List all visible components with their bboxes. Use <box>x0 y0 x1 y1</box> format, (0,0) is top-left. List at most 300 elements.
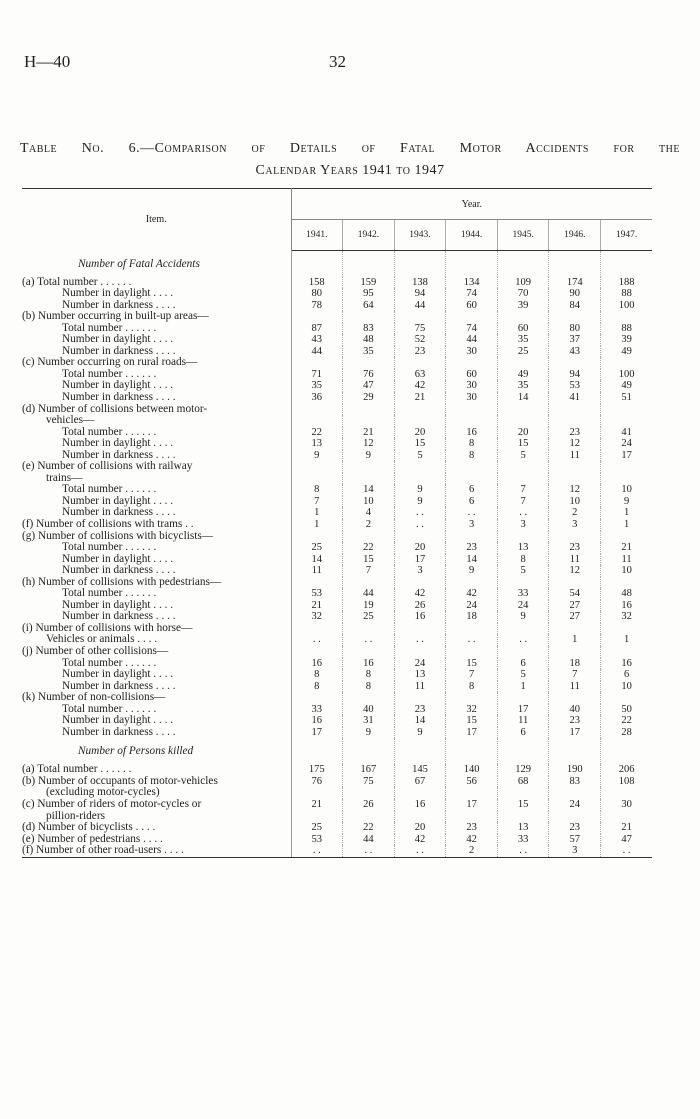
row-label: Number in daylight . . . . <box>22 715 291 727</box>
value-cell: . . <box>497 507 549 519</box>
row-label: Number in darkness . . . . <box>22 611 291 623</box>
value-cell: 24 <box>446 600 498 612</box>
table-row <box>22 623 652 635</box>
row-label: Total number . . . . . . <box>22 369 291 381</box>
value-cell: 11 <box>291 565 343 577</box>
value-cell <box>497 461 549 473</box>
table-row <box>22 438 652 450</box>
value-cell: 30 <box>446 392 498 404</box>
value-cell: 7 <box>497 484 549 496</box>
section-heading: Number of Fatal Accidents <box>22 251 291 277</box>
row-label: (d) Number of bicyclists . . . . <box>22 822 291 834</box>
value-cell: 19 <box>343 600 395 612</box>
value-cell: 26 <box>394 600 446 612</box>
table-row <box>22 822 652 834</box>
value-cell: 35 <box>343 346 395 358</box>
value-cell <box>549 531 601 543</box>
value-cell <box>394 646 446 658</box>
value-cell: 8 <box>291 669 343 681</box>
table-row <box>22 646 652 658</box>
year-header-cell: 1943. <box>394 220 446 251</box>
value-cell: 43 <box>549 346 601 358</box>
year-header-cell: 1946. <box>549 220 601 251</box>
empty-cell <box>601 738 653 764</box>
value-cell: 9 <box>343 727 395 739</box>
year-header-cell: 1941. <box>291 220 343 251</box>
value-cell: 39 <box>497 300 549 312</box>
value-cell: 100 <box>618 299 635 311</box>
value-cell <box>601 404 653 416</box>
value-cell: 9 <box>394 496 446 508</box>
empty-cell <box>291 251 343 277</box>
value-cell <box>549 692 601 704</box>
value-cell: 1 <box>623 507 630 519</box>
value-cell: 3 <box>394 565 446 577</box>
table-row <box>22 461 652 473</box>
value-cell: 15 <box>343 554 395 566</box>
value-cell: . . <box>394 519 446 531</box>
row-label: (g) Number of collisions with bicyclists— <box>22 531 291 543</box>
value-cell: 11 <box>497 715 549 727</box>
value-cell: 21 <box>621 822 632 834</box>
value-cell <box>291 811 343 823</box>
value-cell: 14 <box>394 715 446 727</box>
value-cell: 76 <box>343 369 395 381</box>
row-label: Total number . . . . . . <box>22 704 291 716</box>
value-cell <box>549 473 601 485</box>
value-cell: 50 <box>621 703 632 715</box>
value-cell: 33 <box>497 834 549 846</box>
value-cell: 9 <box>623 495 630 507</box>
value-cell <box>549 357 601 369</box>
value-cell: 16 <box>291 658 343 670</box>
table-row <box>22 845 652 857</box>
value-cell: 7 <box>446 669 498 681</box>
value-cell: 88 <box>621 288 632 300</box>
value-cell: 43 <box>291 334 343 346</box>
table-row <box>22 565 652 577</box>
table-row <box>22 531 652 543</box>
value-cell <box>343 404 395 416</box>
value-cell: . . <box>291 634 343 646</box>
value-cell: 9 <box>394 484 446 496</box>
value-cell: 11 <box>549 450 601 462</box>
value-cell: 8 <box>291 681 343 693</box>
value-cell: 2 <box>549 507 601 519</box>
value-cell: 10 <box>549 496 601 508</box>
value-cell: 13 <box>291 438 343 450</box>
value-cell: 3 <box>549 845 601 857</box>
value-cell <box>291 692 343 704</box>
value-cell <box>497 415 549 427</box>
value-cell: 20 <box>394 822 446 834</box>
value-cell: 44 <box>291 346 343 358</box>
value-cell <box>446 577 498 589</box>
value-cell <box>497 787 549 799</box>
value-cell: 68 <box>497 776 549 788</box>
row-label: Number in darkness . . . . <box>22 346 291 358</box>
value-cell <box>394 357 446 369</box>
value-cell: 80 <box>291 288 343 300</box>
value-cell: 16 <box>621 599 632 611</box>
value-cell: 17 <box>497 704 549 716</box>
table-row <box>22 658 652 670</box>
value-cell: 11 <box>549 681 601 693</box>
empty-cell <box>343 738 395 764</box>
table-row <box>22 323 652 335</box>
value-cell: 32 <box>291 611 343 623</box>
value-cell: 12 <box>549 484 601 496</box>
value-cell: 5 <box>497 450 549 462</box>
value-cell: 84 <box>549 300 601 312</box>
value-cell <box>291 404 343 416</box>
value-cell: 33 <box>291 704 343 716</box>
value-cell <box>394 787 446 799</box>
value-cell <box>394 461 446 473</box>
value-cell: 16 <box>621 657 632 669</box>
value-cell: 15 <box>446 715 498 727</box>
value-cell: 18 <box>446 611 498 623</box>
value-cell <box>291 461 343 473</box>
empty-cell <box>497 738 549 764</box>
row-label: vehicles— <box>22 415 291 427</box>
row-label: Number in darkness . . . . <box>22 565 291 577</box>
table-header <box>22 189 652 251</box>
value-cell <box>343 692 395 704</box>
row-label: pillion-riders <box>22 811 291 823</box>
row-label: Number in darkness . . . . <box>22 507 291 519</box>
value-cell: 9 <box>394 727 446 739</box>
value-cell <box>291 623 343 635</box>
value-cell <box>394 623 446 635</box>
value-cell: 6 <box>446 496 498 508</box>
value-cell <box>549 787 601 799</box>
row-label: (h) Number of collisions with pedestrians— <box>22 577 291 589</box>
value-cell <box>446 646 498 658</box>
table-row <box>22 311 652 323</box>
value-cell: 6 <box>497 658 549 670</box>
value-cell: 13 <box>497 822 549 834</box>
value-cell: 7 <box>291 496 343 508</box>
table-row <box>22 600 652 612</box>
value-cell: 129 <box>497 764 549 776</box>
table-row <box>22 357 652 369</box>
value-cell: 23 <box>549 542 601 554</box>
value-cell <box>497 692 549 704</box>
value-cell: . . <box>394 507 446 519</box>
value-cell: 44 <box>446 334 498 346</box>
value-cell: . . <box>601 845 653 857</box>
value-cell: 21 <box>621 542 632 554</box>
value-cell <box>549 461 601 473</box>
value-cell: 15 <box>497 438 549 450</box>
value-cell: 75 <box>394 323 446 335</box>
value-cell: 25 <box>343 611 395 623</box>
value-cell: 30 <box>446 346 498 358</box>
row-label: trains— <box>22 473 291 485</box>
value-cell <box>394 811 446 823</box>
value-cell: 10 <box>343 496 395 508</box>
value-cell <box>343 531 395 543</box>
value-cell: 49 <box>621 380 632 392</box>
value-cell: 23 <box>394 346 446 358</box>
table-row <box>22 692 652 704</box>
value-cell <box>601 577 653 589</box>
value-cell <box>394 692 446 704</box>
value-cell <box>601 415 653 427</box>
value-cell: 64 <box>343 300 395 312</box>
value-cell <box>601 646 653 658</box>
value-cell <box>394 577 446 589</box>
year-column-header: Year. <box>291 189 652 220</box>
value-cell: 16 <box>291 715 343 727</box>
value-cell: 8 <box>497 554 549 566</box>
value-cell <box>497 531 549 543</box>
value-cell <box>601 357 653 369</box>
value-cell <box>446 415 498 427</box>
value-cell: 53 <box>291 588 343 600</box>
value-cell: 74 <box>446 288 498 300</box>
value-cell: 35 <box>291 380 343 392</box>
row-label: Number in daylight . . . . <box>22 600 291 612</box>
table-row <box>22 346 652 358</box>
value-cell: 14 <box>291 554 343 566</box>
table-row <box>22 415 652 427</box>
row-label: (i) Number of collisions with horse— <box>22 623 291 635</box>
value-cell <box>601 461 653 473</box>
value-cell: 5 <box>497 669 549 681</box>
value-cell: 100 <box>618 368 635 380</box>
value-cell: 24 <box>621 438 632 450</box>
table-row <box>22 496 652 508</box>
value-cell: 37 <box>549 334 601 346</box>
row-label: (k) Number of non-collisions— <box>22 692 291 704</box>
value-cell: 83 <box>343 323 395 335</box>
table-row <box>22 277 652 289</box>
row-label: Number in darkness . . . . <box>22 681 291 693</box>
value-cell: 33 <box>497 588 549 600</box>
value-cell: 17 <box>446 727 498 739</box>
value-cell: 9 <box>291 450 343 462</box>
value-cell: 42 <box>446 588 498 600</box>
value-cell <box>549 311 601 323</box>
row-label: Total number . . . . . . <box>22 658 291 670</box>
value-cell: 88 <box>621 322 632 334</box>
value-cell: 9 <box>343 450 395 462</box>
value-cell <box>497 404 549 416</box>
table-row <box>22 669 652 681</box>
value-cell: 29 <box>343 392 395 404</box>
value-cell: 12 <box>549 438 601 450</box>
value-cell <box>446 787 498 799</box>
value-cell: 21 <box>291 799 343 811</box>
value-cell: 206 <box>618 764 635 776</box>
value-cell: 49 <box>621 345 632 357</box>
value-cell <box>497 577 549 589</box>
table-row <box>22 681 652 693</box>
section-heading-row <box>22 738 652 764</box>
value-cell: 41 <box>549 392 601 404</box>
row-label: Total number . . . . . . <box>22 427 291 439</box>
value-cell: 44 <box>343 834 395 846</box>
value-cell: 94 <box>549 369 601 381</box>
page-header <box>24 52 676 72</box>
value-cell: 25 <box>291 822 343 834</box>
table-row <box>22 704 652 716</box>
value-cell: 167 <box>343 764 395 776</box>
empty-cell <box>446 738 498 764</box>
row-label: (f) Number of collisions with trams . . <box>22 519 291 531</box>
value-cell <box>343 646 395 658</box>
value-cell: 42 <box>394 834 446 846</box>
value-cell: 140 <box>446 764 498 776</box>
value-cell <box>601 787 653 799</box>
value-cell: 16 <box>343 658 395 670</box>
value-cell: 42 <box>446 834 498 846</box>
value-cell <box>549 811 601 823</box>
table-row <box>22 300 652 312</box>
row-label: (d) Number of collisions between motor- <box>22 404 291 416</box>
row-label: Total number . . . . . . <box>22 588 291 600</box>
value-cell: 60 <box>446 369 498 381</box>
value-cell: 2 <box>343 519 395 531</box>
value-cell <box>343 623 395 635</box>
value-cell <box>343 357 395 369</box>
value-cell: 158 <box>291 277 343 289</box>
value-cell: 25 <box>497 346 549 358</box>
table-row <box>22 369 652 381</box>
value-cell <box>601 531 653 543</box>
value-cell: 18 <box>549 658 601 670</box>
value-cell <box>549 623 601 635</box>
page-number: 32 <box>329 52 346 71</box>
table-row <box>22 507 652 519</box>
value-cell: 60 <box>497 323 549 335</box>
value-cell: 42 <box>394 380 446 392</box>
value-cell: . . <box>291 845 343 857</box>
value-cell: 159 <box>343 277 395 289</box>
table-row <box>22 554 652 566</box>
table-row <box>22 450 652 462</box>
value-cell: 16 <box>394 799 446 811</box>
year-header-cell: 1945. <box>497 220 549 251</box>
empty-cell <box>291 738 343 764</box>
value-cell <box>601 692 653 704</box>
value-cell: 42 <box>394 588 446 600</box>
value-cell: 49 <box>497 369 549 381</box>
value-cell: 8 <box>343 681 395 693</box>
value-cell: 23 <box>446 542 498 554</box>
value-cell <box>549 646 601 658</box>
value-cell <box>394 415 446 427</box>
value-cell: 174 <box>549 277 601 289</box>
value-cell <box>497 623 549 635</box>
value-cell: 31 <box>343 715 395 727</box>
row-label: Number in daylight . . . . <box>22 438 291 450</box>
value-cell: 5 <box>497 565 549 577</box>
value-cell: 54 <box>549 588 601 600</box>
page-reference: H—40 <box>24 52 71 71</box>
section-heading-row <box>22 251 652 277</box>
value-cell: 14 <box>343 484 395 496</box>
value-cell: 35 <box>497 380 549 392</box>
value-cell: 11 <box>621 553 632 565</box>
value-cell <box>291 787 343 799</box>
value-cell: 41 <box>621 426 632 438</box>
value-cell: 32 <box>446 704 498 716</box>
value-cell: 3 <box>446 519 498 531</box>
empty-cell <box>549 738 601 764</box>
value-cell <box>446 473 498 485</box>
value-cell: 36 <box>291 392 343 404</box>
value-cell: 24 <box>394 658 446 670</box>
value-cell: 60 <box>446 300 498 312</box>
empty-cell <box>343 251 395 277</box>
value-cell: 10 <box>621 565 632 577</box>
value-cell: 10 <box>621 484 632 496</box>
value-cell: . . <box>343 634 395 646</box>
value-cell: 22 <box>621 715 632 727</box>
value-cell: 7 <box>497 496 549 508</box>
value-cell: 94 <box>394 288 446 300</box>
value-cell <box>343 473 395 485</box>
value-cell: 21 <box>394 392 446 404</box>
table-row <box>22 577 652 589</box>
table-title-line-2: Calendar Years 1941 to 1947 <box>255 163 445 178</box>
value-cell <box>394 473 446 485</box>
value-cell <box>446 531 498 543</box>
value-cell: 87 <box>291 323 343 335</box>
value-cell: 11 <box>549 554 601 566</box>
row-label: Number in daylight . . . . <box>22 380 291 392</box>
value-cell: 51 <box>621 391 632 403</box>
value-cell: . . <box>343 845 395 857</box>
value-cell: 71 <box>291 369 343 381</box>
table-title-line-1: Table No. 6.—Comparison of Details of Fatal Motor Accidents for the <box>20 141 680 156</box>
section-heading: Number of Persons killed <box>22 738 291 764</box>
value-cell <box>394 311 446 323</box>
value-cell: . . <box>446 507 498 519</box>
value-cell: 11 <box>394 681 446 693</box>
row-label: (excluding motor-cycles) <box>22 787 291 799</box>
empty-cell <box>446 251 498 277</box>
value-cell: 44 <box>343 588 395 600</box>
row-label: Number in darkness . . . . <box>22 392 291 404</box>
value-cell: 22 <box>291 427 343 439</box>
value-cell <box>497 473 549 485</box>
value-cell: 67 <box>394 776 446 788</box>
value-cell: 188 <box>618 276 635 288</box>
value-cell: 8 <box>291 484 343 496</box>
row-label: Number in darkness . . . . <box>22 450 291 462</box>
value-cell <box>549 404 601 416</box>
value-cell: 13 <box>497 542 549 554</box>
value-cell: 8 <box>446 450 498 462</box>
table-row <box>22 473 652 485</box>
value-cell: 17 <box>549 727 601 739</box>
table-row <box>22 727 652 739</box>
value-cell: 7 <box>549 669 601 681</box>
row-label: Total number . . . . . . <box>22 542 291 554</box>
value-cell: 15 <box>497 799 549 811</box>
value-cell: 8 <box>343 669 395 681</box>
value-cell: . . <box>394 845 446 857</box>
value-cell: 26 <box>343 799 395 811</box>
value-cell: 10 <box>621 680 632 692</box>
table-row <box>22 799 652 811</box>
row-label: (e) Number of collisions with railway <box>22 461 291 473</box>
value-cell <box>601 311 653 323</box>
